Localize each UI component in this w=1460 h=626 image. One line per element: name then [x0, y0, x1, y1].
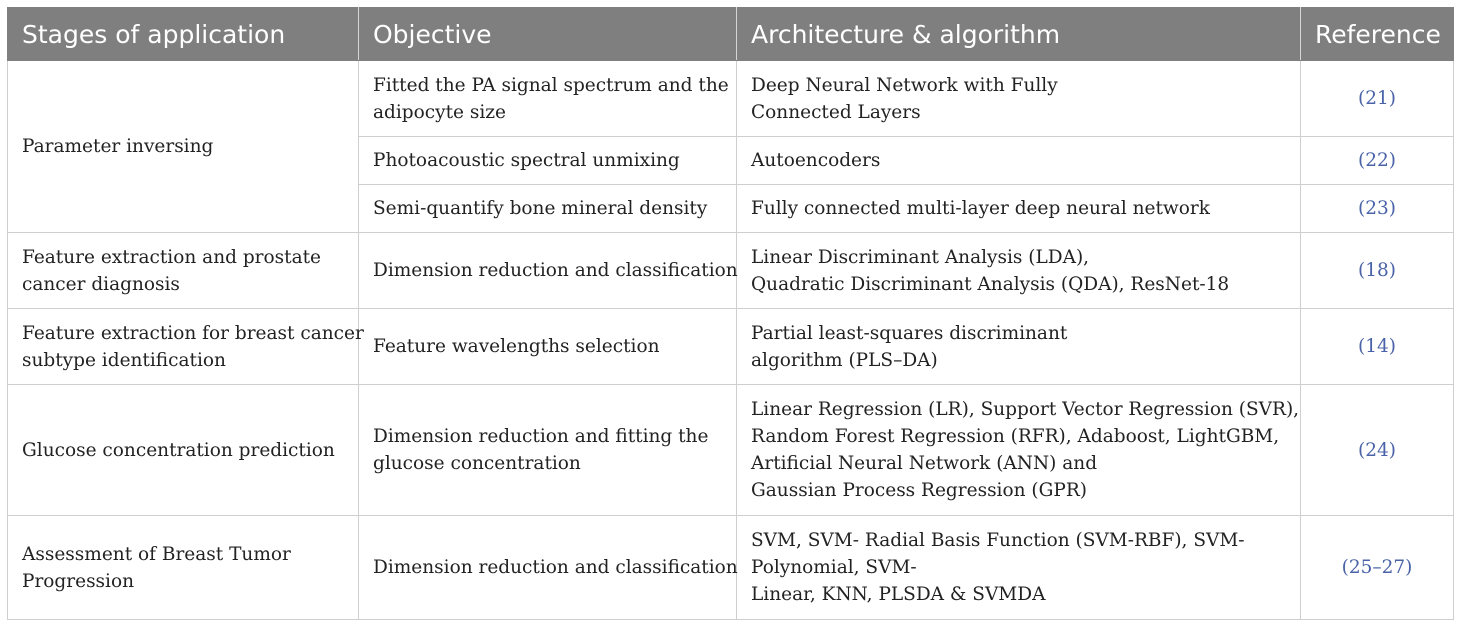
objective-cell	[359, 309, 737, 385]
reference-cell	[1301, 233, 1454, 309]
cell-line: glucose concentration	[373, 453, 581, 474]
reference-link[interactable]: (18)	[1358, 260, 1396, 281]
objective-cell	[359, 137, 737, 185]
table-row	[8, 233, 1454, 309]
reference-link[interactable]: (24)	[1358, 439, 1396, 461]
cell-line: Photoacoustic spectral unmixing	[373, 150, 680, 171]
reference-link[interactable]: (25–27)	[1341, 557, 1413, 578]
cell-line: SVM, SVM- Radial Basis Function (SVM-RBF), SVM-	[751, 530, 1245, 551]
header-objective: Objective	[359, 8, 737, 61]
table-body	[8, 61, 1454, 620]
cell-line: subtype identification	[22, 349, 226, 371]
architecture-cell	[737, 385, 1301, 516]
reference-link[interactable]: (14)	[1358, 336, 1396, 357]
table-row	[8, 385, 1454, 516]
cell-line: Feature extraction for breast cancer	[22, 322, 364, 344]
objective-cell	[359, 516, 737, 620]
architecture-cell	[737, 516, 1301, 620]
cell-line: Gaussian Process Regression (GPR)	[751, 480, 1087, 501]
cell-line: algorithm (PLS–DA)	[751, 349, 938, 371]
cell-line: adipocyte size	[373, 101, 506, 123]
cell-line: Feature wavelengths selection	[373, 336, 660, 357]
table-row	[8, 309, 1454, 385]
cell-line: Connected Layers	[751, 101, 921, 123]
reference-cell	[1301, 309, 1454, 385]
reference-link[interactable]: (22)	[1358, 150, 1396, 171]
reference-cell	[1301, 137, 1454, 185]
cell-line: Deep Neural Network with Fully	[751, 74, 1058, 96]
stage-cell	[8, 233, 359, 309]
cell-line: Glucose concentration prediction	[22, 439, 335, 461]
table-row	[8, 61, 1454, 137]
objective-cell	[359, 233, 737, 309]
cell-line: Fully connected multi-layer deep neural network	[751, 198, 1210, 219]
reference-link[interactable]: (21)	[1358, 88, 1396, 109]
cell-line: Dimension reduction and fitting the	[373, 426, 709, 447]
reference-cell	[1301, 385, 1454, 516]
architecture-cell	[737, 233, 1301, 309]
reference-link[interactable]: (23)	[1358, 198, 1396, 219]
table-row	[8, 516, 1454, 620]
cell-line: cancer diagnosis	[22, 273, 180, 295]
cell-line: Random Forest Regression (RFR), Adaboost, LightGBM,	[751, 426, 1280, 447]
cell-line: Parameter inversing	[22, 136, 214, 157]
objective-cell	[359, 61, 737, 137]
cell-line: Partial least-squares discriminant	[751, 322, 1068, 344]
cell-line: Linear Regression (LR), Support Vector Regression (SVR),	[751, 399, 1300, 420]
header-reference: Reference	[1301, 8, 1454, 61]
objective-cell	[359, 185, 737, 233]
cell-line: Artificial Neural Network (ANN) and	[751, 453, 1098, 474]
cell-line: Dimension reduction and classification	[373, 260, 738, 281]
cell-line: Quadratic Discriminant Analysis (QDA), ResNet-18	[751, 273, 1230, 295]
reference-cell	[1301, 516, 1454, 620]
cell-line: Linear, KNN, PLSDA & SVMDA	[751, 584, 1046, 605]
cell-line: Autoencoders	[751, 150, 881, 171]
reference-cell	[1301, 185, 1454, 233]
header-stages: Stages of application	[8, 8, 359, 61]
header-row	[8, 8, 1454, 61]
cell-line: Feature extraction and prostate	[22, 246, 321, 268]
architecture-cell	[737, 185, 1301, 233]
objective-cell	[359, 385, 737, 516]
stage-cell	[8, 309, 364, 385]
architecture-cell	[737, 137, 1301, 185]
cell-line: Linear Discriminant Analysis (LDA),	[751, 246, 1090, 268]
stage-cell	[8, 516, 359, 620]
stage-cell	[8, 385, 359, 516]
reference-cell	[1301, 61, 1454, 137]
header-architecture: Architecture & algorithm	[737, 8, 1301, 61]
cell-line: Fitted the PA signal spectrum and the	[373, 74, 729, 96]
cell-line: Semi-quantify bone mineral density	[373, 198, 708, 219]
applications-table	[7, 7, 1454, 620]
cell-line: Assessment of Breast Tumor	[22, 543, 291, 565]
architecture-cell	[737, 61, 1301, 137]
cell-line: Progression	[22, 570, 135, 592]
cell-line: Polynomial, SVM-	[751, 557, 917, 578]
stage-cell	[8, 61, 359, 233]
cell-line: Dimension reduction and classification	[373, 557, 738, 578]
architecture-cell	[737, 309, 1301, 385]
